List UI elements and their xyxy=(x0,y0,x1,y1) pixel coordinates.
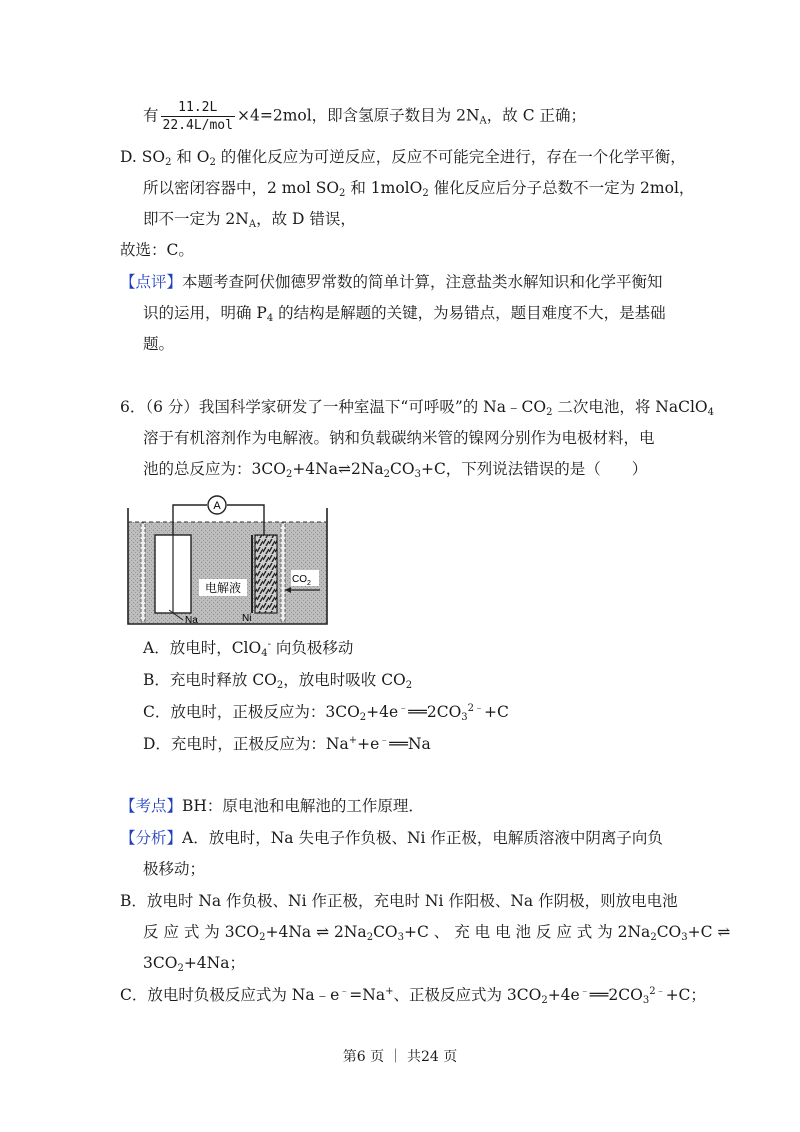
comment-tag: 【点评】 xyxy=(120,273,183,291)
kaodian-line xyxy=(120,796,424,816)
subscript: 2 xyxy=(422,188,429,199)
text: 和 O xyxy=(171,148,210,166)
text: 即不一定为 2N xyxy=(143,210,249,228)
subscript: 3 xyxy=(414,469,421,480)
text: C．放电时，正极反应为：3CO xyxy=(143,703,360,721)
text: +C ⇌ xyxy=(687,923,731,941)
option-d xyxy=(143,734,431,754)
text: CO xyxy=(390,460,415,478)
text: × xyxy=(236,106,250,125)
text: 6．（6 分）我国科学家研发了一种室温下“可呼吸”的 Na﹣CO xyxy=(120,398,547,416)
subscript: 2 xyxy=(339,188,346,199)
text: 向负极移动 xyxy=(270,639,354,657)
text: 所以密闭容器中，2 mol SO xyxy=(143,179,340,197)
subscript: 2 xyxy=(650,932,657,943)
text: CO xyxy=(656,923,682,941)
comment-line-3: 题。 xyxy=(143,335,175,353)
subscript: 2 xyxy=(285,469,293,480)
text: 、正极反应式为 3CO xyxy=(393,986,542,1004)
question-6-line-2: 溶于有机溶剂作为电解液。钠和负载碳纳米管的镍网分别作为电极材料，电 xyxy=(143,429,655,447)
text: ，故 D 错误， xyxy=(256,210,356,228)
text: ══Na xyxy=(389,735,431,753)
solution-line-c xyxy=(143,100,586,133)
text: 的催化反应为可逆反应，反应不可能完全进行，存在一个化学平衡， xyxy=(215,148,686,166)
subscript: 4 xyxy=(266,313,274,324)
text: +C； xyxy=(665,986,706,1004)
subscript: 2 xyxy=(276,680,284,691)
co2-subscript: 2 xyxy=(307,580,311,587)
fenxi-tag: 【分析】 xyxy=(120,829,183,847)
text: 和 1molO xyxy=(345,179,423,197)
fraction xyxy=(161,100,235,133)
page-footer: 第6 页 ｜ 共24 页 xyxy=(342,1049,458,1065)
text: 二次电池，将 NaClO xyxy=(552,398,708,416)
text: CO xyxy=(373,923,398,941)
subscript: A xyxy=(248,219,257,230)
comment-line-2 xyxy=(143,303,666,323)
text: BH：原电池和电解池的工作原理． xyxy=(182,797,424,815)
option-b xyxy=(143,670,412,690)
text: +C xyxy=(484,703,509,721)
text: ，故 C 正确； xyxy=(486,106,586,125)
subscript: 3 xyxy=(642,995,650,1006)
superscript: ﹣ xyxy=(579,986,590,997)
solution-line-d-1 xyxy=(120,147,686,167)
subscript: 2 xyxy=(366,932,374,943)
subscript: A xyxy=(479,115,487,127)
text: ，放电时吸收 CO xyxy=(283,671,406,689)
text: +4Na⇌2Na xyxy=(292,460,384,478)
superscript: 2﹣ xyxy=(649,986,666,997)
text: 的结构是解题的关键，为易错点，题目难度不大，是基础 xyxy=(273,304,666,322)
text: +4e xyxy=(366,703,399,721)
text: +4Na ⇌ 2Na xyxy=(265,923,367,941)
superscript: + xyxy=(348,735,358,746)
text: =2mol，即含氢原子数目为 2N xyxy=(259,106,480,125)
solution-line-d-2 xyxy=(143,178,694,198)
superscript: - xyxy=(267,639,271,650)
subscript: 4 xyxy=(261,648,268,659)
text: 识的运用，明确 P xyxy=(143,304,267,322)
text: D. SO xyxy=(120,148,166,166)
subscript: 2 xyxy=(209,157,216,168)
text: +C 、 充 电 电 池 反 应 式 为 2Na xyxy=(404,923,651,941)
superscript: ﹣ xyxy=(379,735,390,746)
text: D．充电时，正极反应为：Na xyxy=(143,735,349,753)
text: A．放电时，ClO xyxy=(143,639,262,657)
separator-right xyxy=(281,523,285,621)
text: 催化反应后分子总数不一定为 2mol， xyxy=(428,179,695,197)
text: 4 xyxy=(249,106,260,125)
nickel-electrode xyxy=(255,535,277,613)
fraction-denominator: 22.4L/mol xyxy=(162,118,233,133)
text: 反 应 式 为 3CO xyxy=(143,923,260,941)
analysis-b-line-1: B．放电时 Na 作负极、Ni 作正极，充电时 Ni 作阳极、Na 作阴极，则放电电池 xyxy=(120,892,678,910)
co2-text: CO xyxy=(292,574,307,585)
question-6-line-3 xyxy=(143,459,647,479)
separator-left xyxy=(141,523,145,621)
superscript: ﹣ xyxy=(339,986,350,997)
ni-label: Ni xyxy=(242,613,252,624)
subscript: 2 xyxy=(259,932,266,943)
battery-diagram xyxy=(125,490,330,628)
solution-line-d-3 xyxy=(143,209,356,229)
subscript: 3 xyxy=(461,712,468,723)
subscript: 2 xyxy=(383,469,390,480)
subscript: 2 xyxy=(541,995,548,1006)
text: ══2CO xyxy=(408,703,462,721)
text: ══2CO xyxy=(589,986,643,1004)
text: +4e xyxy=(547,986,580,1004)
question-6-line-1 xyxy=(120,397,714,417)
subscript: 3 xyxy=(397,932,405,943)
fenxi-line-1 xyxy=(120,828,663,848)
text: 池的总反应为：3CO xyxy=(143,460,286,478)
na-label: Na xyxy=(185,615,198,626)
subscript: 2 xyxy=(359,712,367,723)
text: +C，下列说法错误的是（ ） xyxy=(420,460,648,478)
fraction-numerator: 11.2L xyxy=(161,100,235,117)
subscript: 2 xyxy=(165,157,172,168)
text: C．放电时负极反应式为 Na﹣e xyxy=(120,986,340,1004)
text: =Na xyxy=(349,986,386,1004)
subscript: 2 xyxy=(546,407,553,418)
ammeter-label: A xyxy=(213,500,221,512)
superscript: 2﹣ xyxy=(467,703,485,714)
answer-choice: 故选：C。 xyxy=(120,241,194,259)
text: +4Na； xyxy=(183,954,245,972)
comment-line-1 xyxy=(120,272,663,292)
text: A．放电时，Na 失电子作负极、Ni 作正极，电解质溶液中阴离子向负 xyxy=(182,829,663,847)
subscript: 2 xyxy=(177,963,184,974)
analysis-c-line-1 xyxy=(120,985,706,1005)
kaodian-tag: 【考点】 xyxy=(120,797,183,815)
text: 3CO xyxy=(143,954,178,972)
option-c xyxy=(143,702,509,722)
electrolyte-label: 电解液 xyxy=(204,581,242,595)
text: +e xyxy=(357,735,380,753)
analysis-b-line-2 xyxy=(143,922,730,942)
subscript: 4 xyxy=(707,407,714,418)
text: B．充电时释放 CO xyxy=(143,671,277,689)
superscript: + xyxy=(385,986,394,997)
subscript: 2 xyxy=(405,680,413,691)
text: 有 xyxy=(143,106,159,125)
text: 本题考查阿伏伽德罗常数的简单计算，注意盐类水解知识和化学平衡知 xyxy=(182,273,663,291)
superscript: ﹣ xyxy=(398,703,409,714)
fenxi-line-2: 极移动； xyxy=(143,860,206,878)
analysis-b-line-3 xyxy=(143,953,245,973)
subscript: 3 xyxy=(681,932,688,943)
option-a xyxy=(143,638,353,658)
